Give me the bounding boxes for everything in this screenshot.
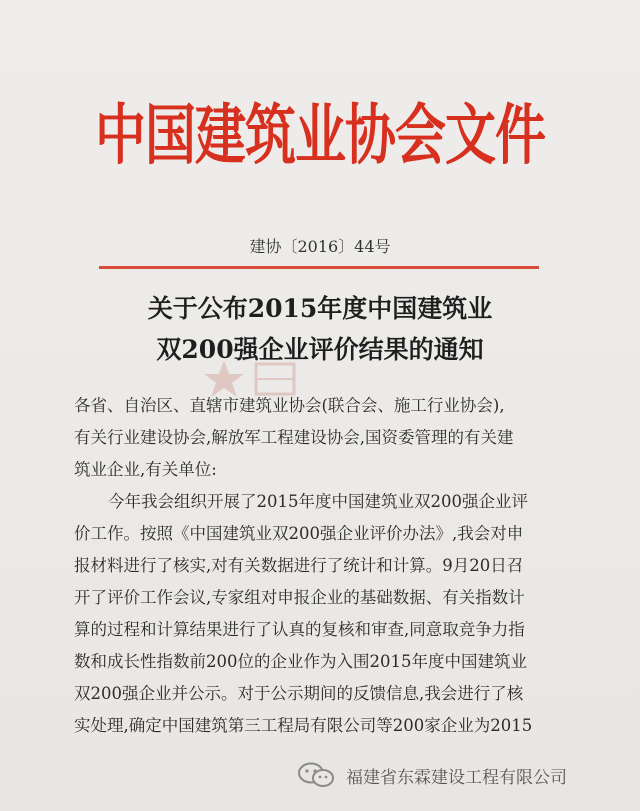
document-title-line-1: 关于公布2015年度中国建筑业 [147, 294, 493, 323]
salutation-line: 各省、自治区、直辖市建筑业协会(联合会、施工行业协会), [74, 396, 505, 415]
document-title-line-2: 双200强企业评价结果的通知 [156, 335, 484, 364]
document-header: 中国建筑业协会文件 [94, 98, 545, 175]
watermark-text: 福建省东霖建设工程有限公司 [346, 767, 567, 788]
paragraph-line: 今年我会组织开展了2015年度中国建筑业双200强企业评 [108, 492, 528, 511]
paragraph-line: 实处理,确定中国建筑第三工程局有限公司等200家企业为2015 [74, 716, 533, 735]
paragraph-line: 数和成长性指数前200位的企业作为入围2015年度中国建筑业 [74, 652, 527, 671]
wechat-icon [296, 761, 336, 789]
body-paragraph [74, 486, 584, 742]
salutation [74, 390, 584, 486]
salutation-line: 有关行业建设协会,解放军工程建设协会,国资委管理的有关建 [74, 428, 514, 447]
paragraph-line: 双200强企业并公示。对于公示期间的反馈信息,我会进行了核 [74, 684, 524, 703]
paragraph-line: 价工作。按照《中国建筑业双200强企业评价办法》,我会对申 [74, 524, 524, 543]
document-number: 建协〔2016〕44号 [249, 237, 391, 256]
paragraph-line: 开了评价工作会议,专家组对申报企业的基础数据、有关指数计 [74, 588, 525, 607]
paragraph-line: 算的过程和计算结果进行了认真的复核和审查,同意取竞争力指 [74, 620, 525, 639]
paragraph-line: 报材料进行了核实,对有关数据进行了统计和计算。9月20日召 [74, 556, 524, 575]
salutation-line: 筑业企业,有关单位: [74, 460, 217, 479]
header-divider [99, 266, 539, 269]
wechat-watermark [296, 761, 567, 789]
